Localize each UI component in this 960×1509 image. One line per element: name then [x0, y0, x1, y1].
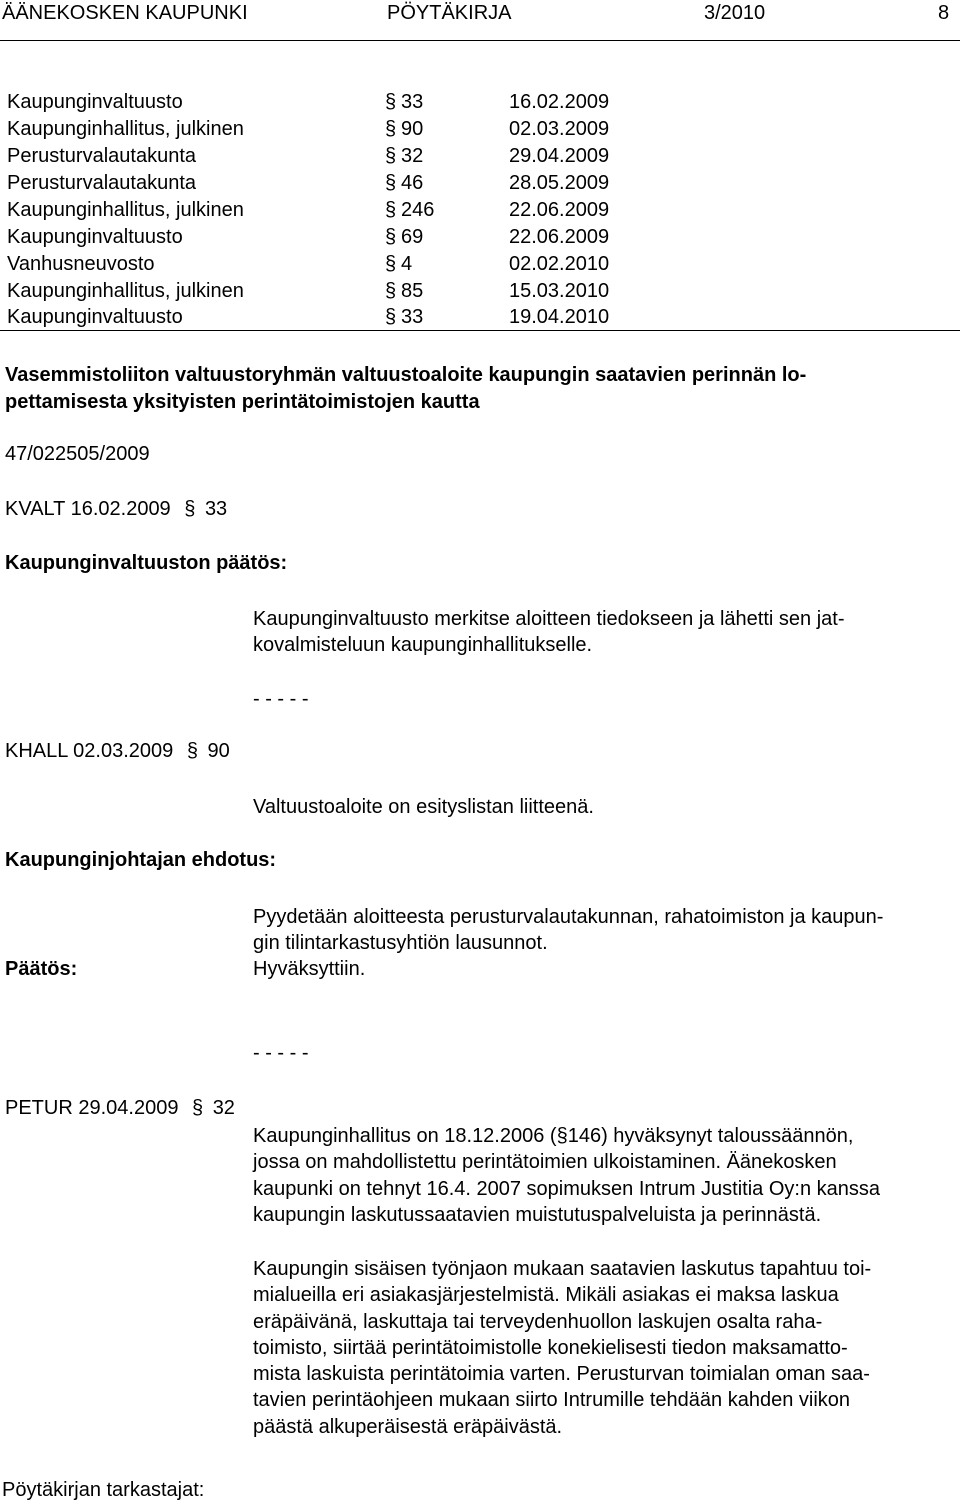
history-number: 32: [401, 145, 424, 167]
kvalt-reference: [5, 498, 227, 521]
section-sign: §: [385, 199, 397, 221]
petur-reference: [5, 1097, 235, 1120]
page-header: [0, 0, 960, 41]
text-line: Kaupungin sisäisen työnjaon mukaan saatavien laskutus tapahtuu toi-: [253, 1258, 872, 1280]
kv-decision-heading: Kaupunginvaltuuston päätös:: [5, 552, 288, 574]
history-date: 29.04.2009: [509, 145, 610, 167]
separator: - - - - -: [253, 688, 309, 710]
history-row: [7, 172, 647, 199]
text-line: päästä alkuperäisestä eräpäivästä.: [253, 1415, 563, 1438]
text-line: mista laskuista perintätoimia varten. Perusturvan toimialan oman saa-: [253, 1363, 870, 1386]
text-line: Kaupunginvaltuusto merkitse aloitteen tiedokseen ja lähetti sen jat-: [253, 608, 845, 630]
text-line: Kaupunginhallitus on 18.12.2006 (§146) hyväksynyt taloussäännön,: [253, 1125, 854, 1147]
history-number: 33: [401, 91, 424, 113]
section-sign: §: [385, 226, 397, 248]
history-date: 15.03.2010: [509, 280, 610, 302]
history-number: 85: [401, 280, 424, 302]
history-body: Perusturvalautakunta: [7, 145, 197, 167]
history-number: 46: [401, 172, 424, 194]
history-date: 28.05.2009: [509, 172, 610, 194]
history-divider: [0, 330, 960, 331]
decision-text: Hyväksyttiin.: [253, 958, 366, 980]
history-body: Kaupunginhallitus, julkinen: [7, 280, 244, 302]
khall-reference: [5, 740, 230, 763]
history-number: 4: [401, 253, 413, 275]
document-type: PÖYTÄKIRJA: [387, 2, 512, 24]
decision-heading: Päätös:: [5, 958, 78, 980]
history-number: 69: [401, 226, 424, 248]
mayor-proposal-heading: Kaupunginjohtajan ehdotus:: [5, 849, 277, 871]
section-sign: §: [184, 498, 196, 520]
history-row: [7, 118, 647, 145]
attachment-note: Valtuustoaloite on esityslistan liitteenä.: [253, 796, 594, 818]
history-row: [7, 226, 647, 253]
agenda-item-title: [5, 362, 806, 415]
history-date: 02.02.2010: [509, 253, 610, 275]
history-number: 90: [401, 118, 424, 140]
history-date: 22.06.2009: [509, 199, 610, 221]
text-line: gin tilintarkastusyhtiön lausunnot.: [253, 932, 548, 955]
diary-number: 47/022505/2009: [5, 443, 150, 465]
kvalt-label: KVALT 16.02.2009: [5, 498, 171, 520]
text-line: jossa on mahdollistettu perintätoimien ulkoistaminen. Äänekosken: [253, 1151, 837, 1174]
text-line: kaupunki on tehnyt 16.4. 2007 sopimuksen Intrum Justitia Oy:n kanssa: [253, 1177, 881, 1200]
khall-number: 90: [207, 740, 230, 762]
section-sign: §: [385, 172, 397, 194]
history-date: 02.03.2009: [509, 118, 610, 140]
text-line: Pyydetään aloitteesta perusturvalautakunnan, rahatoimiston ja kaupun-: [253, 906, 884, 928]
history-date: 19.04.2010: [509, 306, 610, 328]
text-line: tavien perintäohjeen mukaan siirto Intrumille tehdään kahden viikon: [253, 1389, 851, 1412]
history-number: 33: [401, 306, 424, 328]
text-line: toimisto, siirtää perintätoimistolle konekielisesti tiedon maksamatto-: [253, 1336, 848, 1359]
section-sign: §: [385, 306, 397, 328]
kv-decision-text: [253, 606, 960, 659]
history-body: Kaupunginvaltuusto: [7, 226, 183, 248]
text-line: eräpäivänä, laskuttaja tai terveydenhuollon laskujen osalta raha-: [253, 1310, 823, 1333]
history-row: [7, 91, 647, 118]
title-line: pettamisesta yksityisten perintätoimistojen kautta: [5, 390, 480, 413]
history-row: [7, 253, 647, 280]
municipality-name: ÄÄNEKOSKEN KAUPUNKI: [2, 2, 248, 24]
history-row: [7, 280, 647, 307]
history-body: Kaupunginvaltuusto: [7, 306, 183, 328]
petur-number: 32: [212, 1097, 235, 1119]
section-sign: §: [385, 118, 397, 140]
history-body: Vanhusneuvosto: [7, 253, 155, 275]
history-date: 22.06.2009: [509, 226, 610, 248]
history-date: 16.02.2009: [509, 91, 610, 113]
history-body: Kaupunginhallitus, julkinen: [7, 118, 244, 140]
text-line: kovalmisteluun kaupunginhallitukselle.: [253, 634, 593, 657]
text-line: mialueilla eri asiakasjärjestelmistä. Mikäli asiakas ei maksa laskua: [253, 1284, 839, 1307]
separator: - - - - -: [253, 1042, 309, 1064]
mayor-proposal-text: [253, 904, 960, 957]
history-row: [7, 306, 647, 333]
petur-label: PETUR 29.04.2009: [5, 1097, 179, 1119]
section-sign: §: [385, 91, 397, 113]
footer-inspectors: Pöytäkirjan tarkastajat:: [2, 1479, 205, 1501]
khall-label: KHALL 02.03.2009: [5, 740, 174, 762]
section-sign: §: [186, 740, 198, 762]
petur-paragraph-1: [253, 1123, 960, 1228]
section-sign: §: [385, 280, 397, 302]
title-line: Vasemmistoliiton valtuustoryhmän valtuustoaloite kaupungin saatavien perinnän lo-: [5, 364, 807, 386]
section-sign: §: [192, 1097, 204, 1119]
history-number: 246: [401, 199, 435, 221]
section-sign: §: [385, 253, 397, 275]
history-body: Perusturvalautakunta: [7, 172, 197, 194]
text-line: kaupungin laskutussaatavien muistutuspalveluista ja perinnästä.: [253, 1203, 822, 1226]
issue-number: 3/2010: [704, 2, 766, 24]
history-row: [7, 145, 647, 172]
kvalt-number: 33: [204, 498, 228, 520]
section-sign: §: [385, 145, 397, 167]
page-number: 8: [938, 2, 950, 24]
history-body: Kaupunginhallitus, julkinen: [7, 199, 244, 221]
history-body: Kaupunginvaltuusto: [7, 91, 183, 113]
history-row: [7, 199, 647, 226]
petur-paragraph-2: [253, 1256, 960, 1440]
